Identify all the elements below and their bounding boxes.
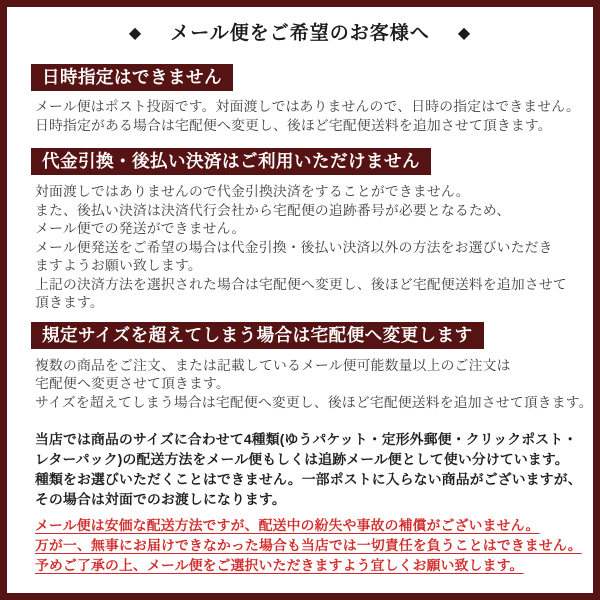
body-line: ますようお願い致します。 — [35, 258, 202, 273]
note-line: レターパック)の配送方法をメール便もしくは追跡メール便として使い分けています。 — [35, 452, 569, 467]
body-line: メール便での発送ができません。 — [35, 221, 246, 236]
section-body-no-datetime — [31, 98, 581, 135]
section-no-datetime — [31, 64, 581, 135]
page-title — [7, 20, 593, 47]
body-line: メール便はポスト投函です。対面渡しではありませんので、日時の指定はできません。 — [35, 99, 581, 114]
section-heading-size-limit: 規定サイズを超えてしまう場合は宅配便へ変更します — [31, 322, 484, 349]
note-line: その場合は対面でのお渡しになります。 — [35, 492, 286, 507]
warning-line: メール便は安価な配送方法ですが、配送中の紛失や事故の補償がございません。 — [35, 518, 540, 533]
body-line: サイズを超えてしまう場合は宅配便へ変更し、後ほど宅配便送料を追加させて頂きます。 — [35, 394, 593, 410]
body-line: 複数の商品をご注文、または記載しているメール便可能数量以上のご注文は — [35, 357, 511, 373]
section-no-cod-payment — [31, 148, 569, 313]
section-size-limit — [31, 322, 593, 413]
warning-line: 万が一、無事にお届けできなかった場合も当店では一切責任を負うことはできません。 — [35, 538, 582, 553]
section-heading-no-datetime: 日時指定はできません — [31, 64, 233, 91]
body-line: 頂きます。 — [35, 295, 104, 310]
no-compensation-warning — [35, 516, 582, 576]
body-line: 宅配便へ変更させて頂きます。 — [35, 376, 230, 391]
note-line: 当店では商品のサイズに合わせて4種類(ゆうパケット・定形外郵便・クリックポスト・ — [35, 432, 578, 447]
page-title-text: メール便をご希望のお客様へ — [170, 23, 430, 44]
body-line: 上記の決済方法を選択された場合は宅配便へ変更し、後ほど宅配便送料を追加させて — [35, 276, 567, 292]
body-line: メール便発送をご希望の場合は代金引換・後払い決済以外の方法をお選びいただき — [35, 239, 553, 255]
body-line: また、後払い決済は決済代行会社から宅配便の追跡番号が必要となるため、 — [35, 202, 511, 218]
section-body-no-cod-payment — [31, 183, 569, 313]
body-line: 対面渡しではありませんので代金引換決済をすることができません。 — [35, 184, 470, 199]
warning-line: 予めご了承の上、メール便をご選択いただきますよう宜しくお願い致します。 — [35, 558, 524, 573]
note-line: 種類をお選びいただくことはできません。一部ポストに入らない商品がございますが、 — [35, 472, 582, 487]
diamond-left-icon: ◆ — [128, 25, 143, 42]
body-line: 日時指定がある場合は宅配便へ変更し、後ほど宅配便送料を追加させて頂きます。 — [35, 117, 552, 133]
section-body-size-limit — [31, 357, 593, 413]
shipping-method-note — [35, 430, 582, 510]
diamond-right-icon: ◆ — [457, 25, 472, 42]
section-heading-no-cod-payment: 代金引換・後払い決済はご利用いただけません — [31, 148, 431, 175]
